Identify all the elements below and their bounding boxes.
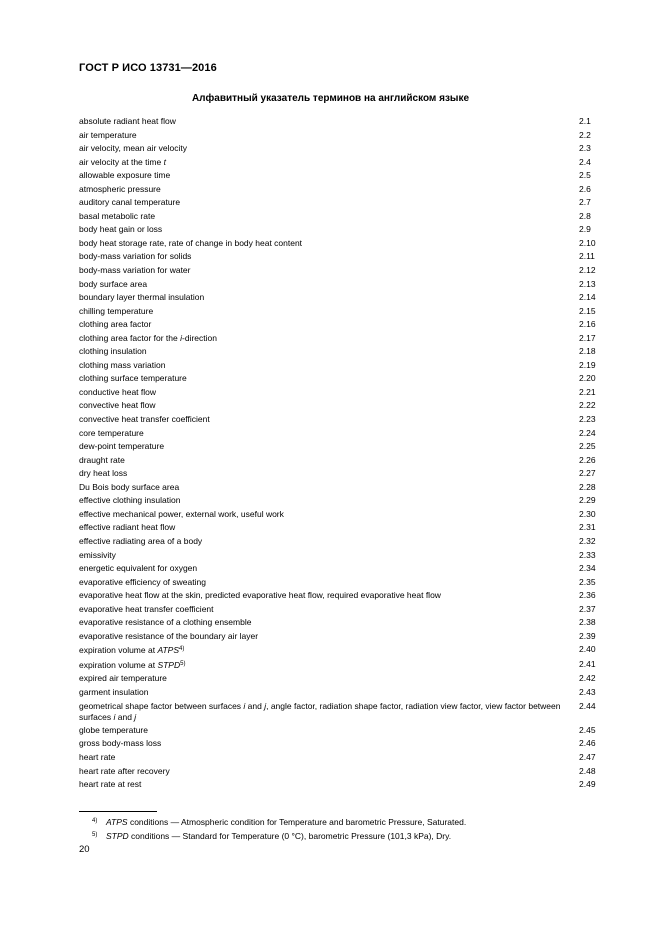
index-clause-number: 2.31 [579,522,596,533]
term-text: air velocity, mean air velocity [79,143,188,154]
index-term [79,250,579,264]
index-term [79,372,579,386]
footnote-ref: 5) [180,660,186,667]
term-text: heart rate [79,752,116,763]
index-entry [79,562,603,576]
index-clause-number: 2.32 [579,535,596,546]
index-term [79,616,579,630]
index-clause-number: 2.3 [579,143,591,154]
index-entry [79,724,603,738]
index-entry [79,305,603,319]
term-text: chilling temperature [79,305,154,316]
index-clause-number: 2.10 [579,237,596,248]
term-text: air velocity at the time [79,156,164,167]
term-text: evaporative resistance of the boundary air layer [79,630,259,641]
footnote [92,815,606,829]
term-italic: STPD [157,659,181,670]
index-entry [79,603,603,617]
index-entry [79,481,603,495]
index-clause-number: 2.30 [579,508,596,519]
index-term [79,169,579,183]
term-text: effective radiant heat flow [79,522,176,533]
index-clause-number: 2.2 [579,129,591,140]
index-clause-number: 2.28 [579,481,596,492]
index-clause-number: 2.14 [579,292,596,303]
index-clause-number: 2.26 [579,454,596,465]
index-clause-number: 2.40 [579,644,596,655]
index-entry [79,115,603,129]
index-entry [79,616,603,630]
index-clause-number: 2.34 [579,563,596,574]
index-clause-number: 2.24 [579,427,596,438]
standard-code-header: ГОСТ Р ИСО 13731—2016 [79,62,217,74]
term-italic: ATPS [157,645,180,656]
index-clause-number: 2.15 [579,305,596,316]
term-text: core temperature [79,427,144,438]
index-term [79,427,579,441]
index-entry [79,142,603,156]
index-term [79,454,579,468]
term-italic: i [243,700,246,711]
index-term [79,737,579,751]
term-text: , angle factor, radiation shape factor, radiation view factor, view factor between surfaces [79,700,561,723]
term-text: body heat storage rate, rate of change in body heat content [79,237,303,248]
term-text: draught rate [79,454,125,465]
term-text: heart rate at rest [79,779,142,790]
index-clause-number: 2.8 [579,210,591,221]
index-term [79,291,579,305]
index-term [79,142,579,156]
term-text: clothing mass variation [79,359,166,370]
index-entry [79,129,603,143]
index-entry [79,223,603,237]
index-clause-number: 2.22 [579,400,596,411]
index-clause-number: 2.47 [579,752,596,763]
index-clause-number: 2.13 [579,278,596,289]
term-text: dew-point temperature [79,441,165,452]
footnote-ref: 4) [179,646,185,653]
term-text: evaporative heat transfer coefficient [79,603,214,614]
term-text: garment insulation [79,686,149,697]
term-text: atmospheric pressure [79,183,161,194]
footnote-mark: 4) [92,818,98,824]
index-clause-number: 2.7 [579,197,591,208]
index-term [79,508,579,522]
term-text: absolute radiant heat flow [79,116,176,126]
index-term [79,751,579,765]
footnote [92,829,606,843]
term-text: body-mass variation for solids [79,251,192,262]
index-entry [79,264,603,278]
index-clause-number: 2.1 [579,116,591,126]
index-term [79,196,579,210]
term-index-list [79,115,603,792]
index-clause-number: 2.49 [579,779,596,790]
index-entry [79,737,603,751]
index-entry [79,630,603,644]
index-entry [79,332,603,346]
index-entry [79,345,603,359]
index-term [79,183,579,197]
index-entry [79,454,603,468]
index-term [79,278,579,292]
term-text: air temperature [79,129,137,140]
index-entry [79,399,603,413]
index-term [79,643,579,658]
index-term [79,494,579,508]
term-text: evaporative heat flow at the skin, predicted evaporative heat flow, required evaporative heat flow [79,590,441,601]
index-clause-number: 2.48 [579,765,596,776]
index-entry [79,291,603,305]
index-entry [79,686,603,700]
term-text: body heat gain or loss [79,224,163,235]
index-clause-number: 2.5 [579,170,591,181]
index-entry [79,183,603,197]
index-entry [79,278,603,292]
index-entry [79,672,603,686]
index-entry [79,658,603,673]
footnote-abbr: STPD [106,831,129,841]
index-term [79,129,579,143]
index-clause-number: 2.37 [579,603,596,614]
term-text: allowable exposure time [79,170,171,181]
index-term [79,630,579,644]
term-text: convective heat flow [79,400,156,411]
index-term [79,686,579,700]
term-text: body surface area [79,278,148,289]
index-entry [79,576,603,590]
term-italic: i [113,712,116,723]
index-term [79,603,579,617]
index-entry [79,440,603,454]
term-text: expired air temperature [79,673,167,684]
index-clause-number: 2.39 [579,630,596,641]
footnote-mark: 5) [92,832,98,838]
index-clause-number: 2.46 [579,738,596,749]
index-clause-number: 2.12 [579,265,596,276]
index-entry [79,427,603,441]
index-clause-number: 2.20 [579,373,596,384]
index-term [79,223,579,237]
index-clause-number: 2.9 [579,224,591,235]
index-term [79,589,579,603]
index-term [79,210,579,224]
footnote-separator [79,811,157,812]
term-text: convective heat transfer coefficient [79,414,210,425]
index-term [79,549,579,563]
index-clause-number: 2.38 [579,617,596,628]
index-entry [79,765,603,779]
index-clause-number: 2.44 [579,700,596,711]
index-entry [79,521,603,535]
index-term [79,724,579,738]
term-text: effective clothing insulation [79,495,181,506]
index-entry [79,494,603,508]
term-text: and [245,700,265,711]
term-text: expiration volume at [79,645,158,656]
term-text: clothing area factor for the [79,332,181,343]
index-entry [79,700,603,724]
footnote-abbr: ATPS [106,817,128,827]
index-term [79,332,579,346]
footnotes [92,815,606,843]
index-entry [79,386,603,400]
index-term [79,672,579,686]
term-text: globe temperature [79,724,148,735]
index-clause-number: 2.21 [579,386,596,397]
index-term [79,318,579,332]
index-clause-number: 2.17 [579,332,596,343]
index-entry [79,237,603,251]
term-text: and [115,712,135,723]
term-text: -direction [182,332,217,343]
index-entry [79,751,603,765]
index-clause-number: 2.29 [579,495,596,506]
index-entry [79,508,603,522]
term-text: body-mass variation for water [79,265,191,276]
index-clause-number: 2.11 [579,251,595,262]
index-term [79,765,579,779]
index-entry [79,413,603,427]
footnote-text: conditions — Standard for Temperature (0 °С), barometric Pressure (101,3 kPa), Dry. [128,831,452,841]
index-term [79,359,579,373]
index-term [79,156,579,170]
index-term [79,386,579,400]
index-entry [79,372,603,386]
index-clause-number: 2.19 [579,359,596,370]
term-italic: t [163,156,166,167]
index-entry [79,318,603,332]
term-text: evaporative efficiency of sweating [79,576,206,587]
index-clause-number: 2.36 [579,590,596,601]
index-term [79,562,579,576]
index-clause-number: 2.18 [579,346,596,357]
term-text: clothing area factor [79,319,152,330]
index-entry [79,359,603,373]
term-text: gross body-mass loss [79,738,162,749]
index-entry [79,535,603,549]
index-term [79,237,579,251]
index-entry [79,778,603,792]
index-term [79,264,579,278]
index-term [79,399,579,413]
term-text: Du Bois body surface area [79,481,180,492]
index-clause-number: 2.4 [579,156,591,167]
index-clause-number: 2.33 [579,549,596,560]
term-text: boundary layer thermal insulation [79,292,205,303]
index-entry [79,210,603,224]
index-term [79,481,579,495]
index-clause-number: 2.43 [579,686,596,697]
term-text: effective radiating area of a body [79,535,203,546]
term-text: expiration volume at [79,659,158,670]
index-entry [79,196,603,210]
index-term [79,413,579,427]
index-clause-number: 2.6 [579,183,591,194]
index-entry [79,250,603,264]
term-italic: i [180,332,183,343]
footnote-text: conditions — Atmospheric condition for Temperature and barometric Pressure, Saturated. [127,817,467,827]
index-clause-number: 2.23 [579,414,596,425]
index-term [79,521,579,535]
index-term [79,440,579,454]
index-entry [79,643,603,658]
index-clause-number: 2.35 [579,576,596,587]
index-term [79,778,579,792]
index-entry [79,467,603,481]
index-term [79,467,579,481]
index-entry [79,589,603,603]
index-clause-number: 2.27 [579,468,596,479]
term-text: conductive heat flow [79,386,157,397]
term-text: evaporative resistance of a clothing ensemble [79,617,252,628]
term-italic: j [264,700,267,711]
term-italic: j [134,712,137,723]
term-text: geometrical shape factor between surfaces [79,700,244,711]
term-text: heart rate after recovery [79,765,170,776]
index-title: Алфавитный указатель терминов на английском языке [191,93,470,104]
index-clause-number: 2.41 [579,658,596,669]
index-clause-number: 2.45 [579,724,596,735]
term-text: effective mechanical power, external work, useful work [79,508,284,519]
index-entry [79,549,603,563]
term-text: clothing surface temperature [79,373,187,384]
index-term [79,535,579,549]
term-text: dry heat loss [79,468,128,479]
index-entry [79,156,603,170]
index-term [79,115,579,129]
term-text: clothing insulation [79,346,147,357]
index-clause-number: 2.25 [579,441,596,452]
term-text: basal metabolic rate [79,210,156,221]
index-entry [79,169,603,183]
index-term [79,305,579,319]
index-clause-number: 2.42 [579,673,596,684]
index-term [79,658,579,673]
index-term [79,576,579,590]
index-clause-number: 2.16 [579,319,596,330]
term-text: emissivity [79,549,116,560]
index-term [79,700,579,724]
page-number: 20 [79,844,90,855]
term-text: auditory canal temperature [79,197,181,208]
index-term [79,345,579,359]
term-text: energetic equivalent for oxygen [79,563,198,574]
